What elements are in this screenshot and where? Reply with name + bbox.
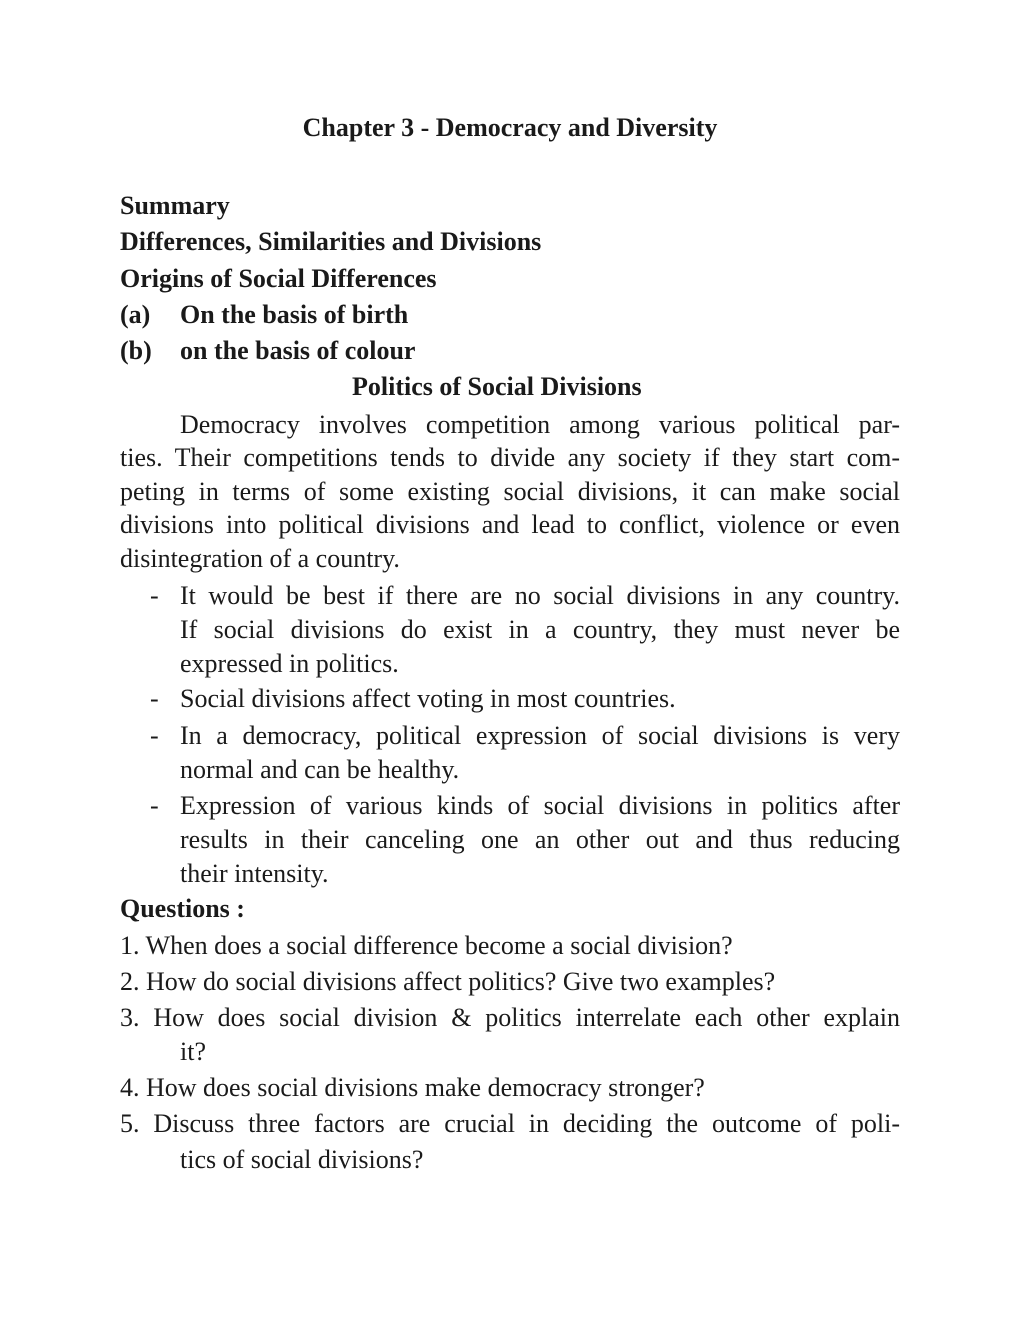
- question-line: 2. How do social divisions affect politics? Give two examples?: [120, 967, 776, 996]
- questions-heading: Questions :: [120, 894, 245, 923]
- bullet-line: Expression of various kinds of social divisions in politics after: [180, 791, 900, 820]
- question-line: tics of social divisions?: [180, 1145, 424, 1174]
- paragraph-line: ties. Their competitions tends to divide any society if they start com-: [120, 443, 900, 472]
- bullet-line: normal and can be healthy.: [180, 755, 460, 784]
- origin-label-b: (b): [120, 336, 152, 365]
- bullet-marker: -: [150, 581, 159, 610]
- bullet-line: Social divisions affect voting in most countries.: [180, 684, 676, 713]
- paragraph-line: peting in terms of some existing social divisions, it can make social: [120, 477, 900, 506]
- paragraph-line: divisions into political divisions and lead to conflict, violence or even: [120, 510, 900, 539]
- bullet-line: It would be best if there are no social divisions in any country.: [180, 581, 900, 610]
- bullet-line: expressed in politics.: [180, 649, 399, 678]
- paragraph-line: Democracy involves competition among various political par-: [180, 410, 900, 439]
- question-line: 3. How does social division & politics interrelate each other explain: [120, 1003, 900, 1032]
- bullet-marker: -: [150, 684, 159, 713]
- page-title: Chapter 3 - Democracy and Diversity: [302, 113, 718, 142]
- paragraph-line: disintegration of a country.: [120, 544, 400, 573]
- section-title: Politics of Social Divisions: [352, 372, 642, 401]
- heading-differences: Differences, Similarities and Divisions: [120, 227, 542, 256]
- question-line: it?: [180, 1037, 206, 1066]
- question-line: 1. When does a social difference become a social division?: [120, 931, 733, 960]
- heading-origins: Origins of Social Differences: [120, 264, 437, 293]
- bullet-line: If social divisions do exist in a country, they must never be: [180, 615, 900, 644]
- question-line: 4. How does social divisions make democracy stronger?: [120, 1073, 705, 1102]
- bullet-line: their intensity.: [180, 859, 329, 888]
- origin-label-a: (a): [120, 300, 151, 329]
- bullet-line: In a democracy, political expression of social divisions is very: [180, 721, 900, 750]
- bullet-marker: -: [150, 791, 159, 820]
- origin-text-a: On the basis of birth: [180, 300, 409, 329]
- question-line: 5. Discuss three factors are crucial in deciding the outcome of poli-: [120, 1109, 900, 1138]
- bullet-line: results in their canceling one an other out and thus reducing: [180, 825, 900, 854]
- heading-summary: Summary: [120, 191, 230, 220]
- origin-text-b: on the basis of colour: [180, 336, 416, 365]
- bullet-marker: -: [150, 721, 159, 750]
